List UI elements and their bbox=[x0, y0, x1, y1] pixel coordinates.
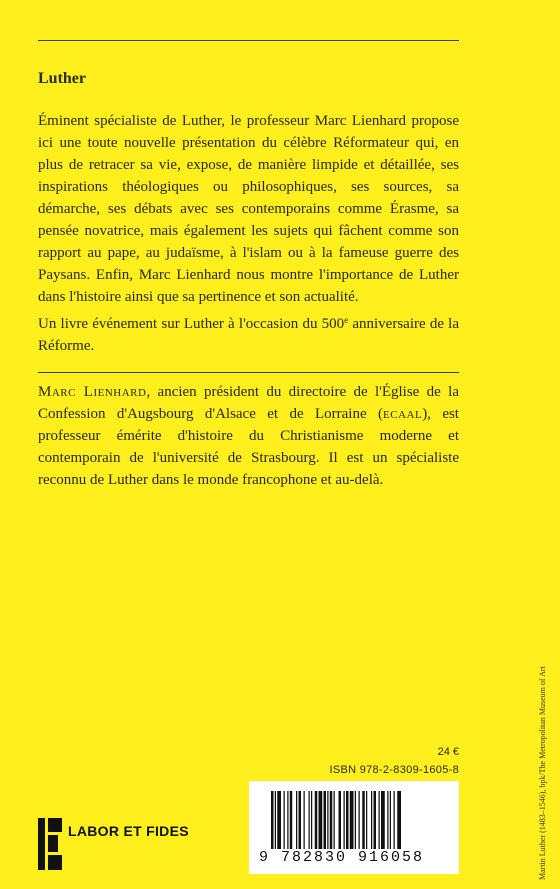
book-title: Luther bbox=[38, 70, 86, 87]
summary-paragraph: Éminent spécialiste de Luther, le professeur Marc Lienhard propose ici une toute nouvelle présentation du célèbre Réformateur qui, en plus de retracer sa vie, expose, de manière limpide et détaillée, ses inspirations théologiques ou philosophiques, ses sources, sa démarche, ses débats avec ses contemporains comme Érasme, sa pensée novatrice, mais également les sujets qui fâchent comme son rapport au pape, au judaïsme, à l'islam ou à la fameuse guerre des Paysans. Enfin, Marc Lienhard nous montre l'importance de Luther dans l'histoire ainsi que sa pertinence et son actualité. bbox=[38, 113, 459, 305]
middle-divider bbox=[38, 372, 459, 373]
isbn: ISBN 978-2-8309-1605-8 bbox=[329, 764, 459, 776]
superscript-e: e bbox=[344, 315, 349, 325]
price: 24 € bbox=[437, 746, 459, 758]
ecaal-acronym: ecaal bbox=[383, 406, 423, 422]
publisher-logo-icon bbox=[38, 818, 62, 870]
author-bio: Marc Lienhard, ancien président du directoire de l'Église de la Confession d'Augsbourg d'Alsace et de Lorraine (ecaal), est professeur émérite d'histoire du Christianisme moderne et contemporain de l'université de Strasbourg. Il est un spécialiste reconnu de Luther dans le monde francophone et au-delà. bbox=[38, 384, 459, 488]
barcode-digits: 9 782830 916058 bbox=[259, 849, 425, 866]
author-name: Marc Lienhard bbox=[38, 384, 147, 400]
publisher-name: LABOR ET FIDES bbox=[68, 823, 189, 839]
top-divider bbox=[38, 40, 459, 41]
barcode-bars bbox=[271, 791, 439, 849]
image-credit: Martin Luther (1483–1546), bpk/The Metropolitan Museum of Art bbox=[538, 666, 547, 880]
event-paragraph: Un livre événement sur Luther à l'occasion du 500e anniversaire de la Réforme. bbox=[38, 315, 460, 354]
barcode bbox=[249, 781, 459, 874]
